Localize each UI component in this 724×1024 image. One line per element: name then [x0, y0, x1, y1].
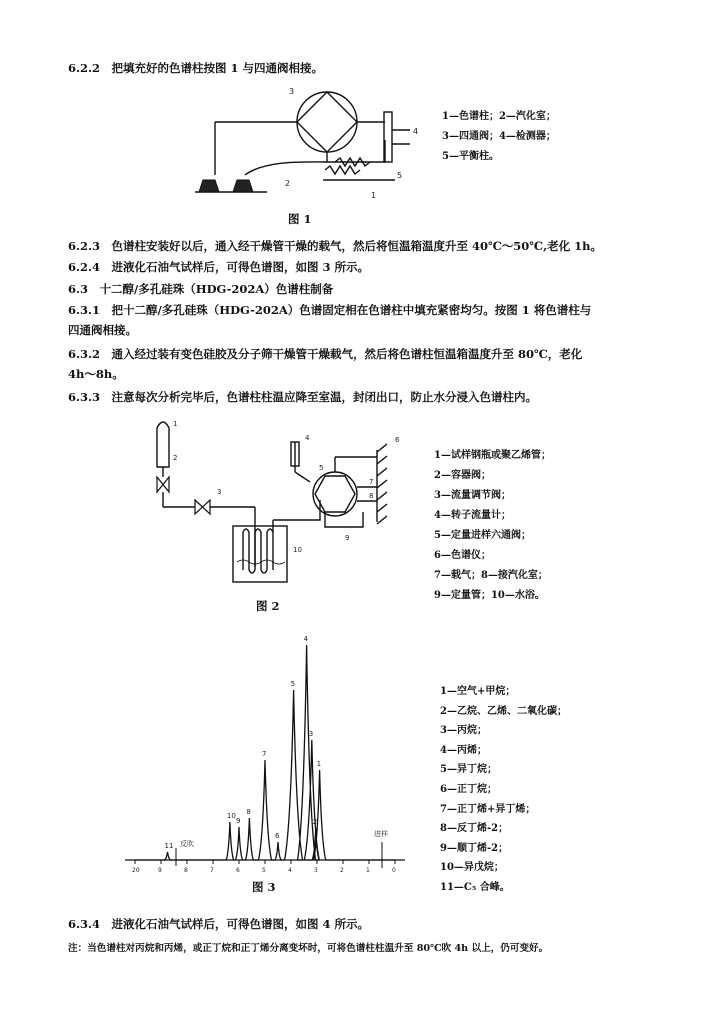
peak-label-10: 10	[226, 812, 236, 820]
note: 注：当色谱柱对丙烷和丙烯，或正丁烷和正丁烯分离变坏时，可将色谱柱柱温升至 80℃吹 4h 以上，仍可变好。	[68, 943, 549, 954]
fig2-label-5: 5	[319, 464, 324, 472]
fig1-legend-item: 5—平衡柱。	[442, 151, 499, 162]
x-tick-label: 5	[262, 867, 266, 874]
figure-1-caption: 图 1	[288, 212, 312, 226]
fig3-legend-item: 7—正丁烯+异丁烯；	[440, 803, 536, 815]
peak-label-3: 3	[308, 730, 314, 738]
peak-label-9: 9	[236, 817, 241, 825]
fig2-label-9: 9	[345, 534, 350, 542]
fig3-legend-item: 11—C₅ 合峰。	[440, 881, 510, 893]
para-6-3-1-line2: 四通阀相接。	[68, 323, 137, 337]
para-6-3-2-line2: 4h～8h。	[68, 367, 124, 381]
figure-2-diagram	[145, 412, 415, 597]
fig2-legend-item: 3—流量调节阀；	[434, 490, 511, 501]
heading-6-3: 6.3 十二醇/多孔硅珠（HDG-202A）色谱柱制备	[68, 282, 334, 296]
fig1-label-4: 4	[413, 127, 419, 136]
figure-3-legend	[440, 682, 567, 898]
peak-label-8: 8	[246, 808, 251, 816]
fig2-label-10: 10	[293, 546, 302, 554]
para-6-3-4: 6.3.4 进液化石油气试样后，可得色谱图，如图 4 所示。	[68, 917, 370, 931]
fig2-label-3: 3	[217, 488, 222, 496]
fig3-legend-item: 6—正丁烷；	[440, 783, 497, 795]
fig1-legend-item: 1—色谱柱；2—汽化室；	[442, 111, 556, 122]
fig2-legend-item: 1—试样钢瓶或聚乙烯管；	[434, 450, 551, 461]
para-6-2-4: 6.2.4 进液化石油气试样后，可得色谱图，如图 3 所示。	[68, 260, 370, 274]
fig2-label-7: 7	[369, 478, 374, 486]
fig2-label-6: 6	[395, 436, 400, 444]
peak-label-2: 2	[312, 818, 318, 826]
para-6-3-3: 6.3.3 注意每次分析完毕后，色谱柱柱温应降至室温，封闭出口，防止水分浸入色谱柱内。	[68, 390, 538, 404]
fig3-legend-item: 5—异丁烷；	[440, 764, 497, 776]
reverse-label: 反吹	[180, 840, 194, 848]
inject-label: 进样	[374, 830, 388, 838]
fig3-legend-item: 2—乙烷、乙烯、二氧化碳；	[440, 705, 567, 717]
fig2-legend-item: 7—载气；8—接汽化室；	[434, 570, 548, 581]
fig1-label-5: 5	[397, 171, 403, 180]
fig2-label-2: 2	[173, 454, 178, 462]
figure-2-legend	[434, 446, 551, 606]
para-6-3-2-line1: 6.3.2 通入经过装有变色硅胶及分子筛干燥管干燥载气，然后将色谱柱恒温箱温度升至 80℃，老化	[68, 347, 583, 361]
peak-label-5: 5	[290, 680, 296, 688]
fig2-legend-item: 2—容器阀；	[434, 470, 491, 481]
x-tick-label: 20	[132, 867, 140, 874]
x-tick-label: 2	[340, 867, 344, 874]
fig2-label-4: 4	[305, 434, 310, 442]
para-6-2-3: 6.2.3 色谱柱安装好以后，通入经干燥管干燥的载气，然后将恒温箱温度升至 40℃～50℃,老化 1h。	[68, 239, 602, 253]
x-tick-label: 1	[366, 867, 370, 874]
fig2-legend-item: 5—定量进样六通阀；	[434, 530, 531, 541]
x-tick-label: 9	[158, 867, 162, 874]
peak-label-6: 6	[275, 832, 280, 840]
fig2-label-1: 1	[173, 420, 178, 428]
fig1-label-2: 2	[285, 179, 291, 188]
fig2-legend-item: 9—定量管；10—水浴。	[434, 590, 545, 601]
fig3-legend-item: 1—空气+甲烷；	[440, 686, 516, 697]
x-tick-label: 3	[314, 867, 318, 874]
x-tick-label: 7	[210, 867, 214, 874]
x-tick-label: 4	[288, 867, 292, 874]
fig2-legend-item: 4—转子流量计；	[434, 510, 511, 521]
fig3-legend-item: 9—顺丁烯-2；	[440, 842, 509, 854]
para-6-3-1-line1: 6.3.1 把十二醇/多孔硅珠（HDG-202A）色谱固定相在色谱柱中填充紧密均匀。按图 1 将色谱柱与	[68, 303, 592, 317]
fig2-label-8: 8	[369, 492, 374, 500]
x-tick-label: 6	[236, 867, 240, 874]
peak-label-4: 4	[303, 635, 309, 643]
fig3-legend-item: 4—丙烯；	[440, 744, 487, 756]
figure-1-legend	[442, 107, 556, 167]
figure-1-diagram	[185, 80, 425, 210]
fig3-legend-item: 3—丙烷；	[440, 725, 487, 737]
figure-3-caption: 图 3	[252, 880, 276, 894]
figure-3-chromatogram	[120, 620, 410, 880]
figure-2-caption: 图 2	[256, 599, 280, 613]
peak-label-1: 1	[316, 760, 322, 768]
fig2-legend-item: 6—色谱仪；	[434, 550, 491, 561]
peak-label-7: 7	[262, 750, 267, 758]
fig1-label-1: 1	[371, 191, 377, 200]
fig1-legend-item: 3—四通阀；4—检测器；	[442, 131, 556, 142]
x-tick-label: 0	[392, 867, 396, 874]
peak-label-11: 11	[164, 842, 174, 850]
x-tick-label: 8	[184, 867, 188, 874]
para-6-2-2: 6.2.2 把填充好的色谱柱按图 1 与四通阀相接。	[68, 61, 324, 75]
fig3-legend-item: 8—反丁烯-2；	[440, 823, 509, 835]
fig1-label-3: 3	[289, 87, 295, 96]
fig3-legend-item: 10—异戊烷；	[440, 862, 504, 874]
